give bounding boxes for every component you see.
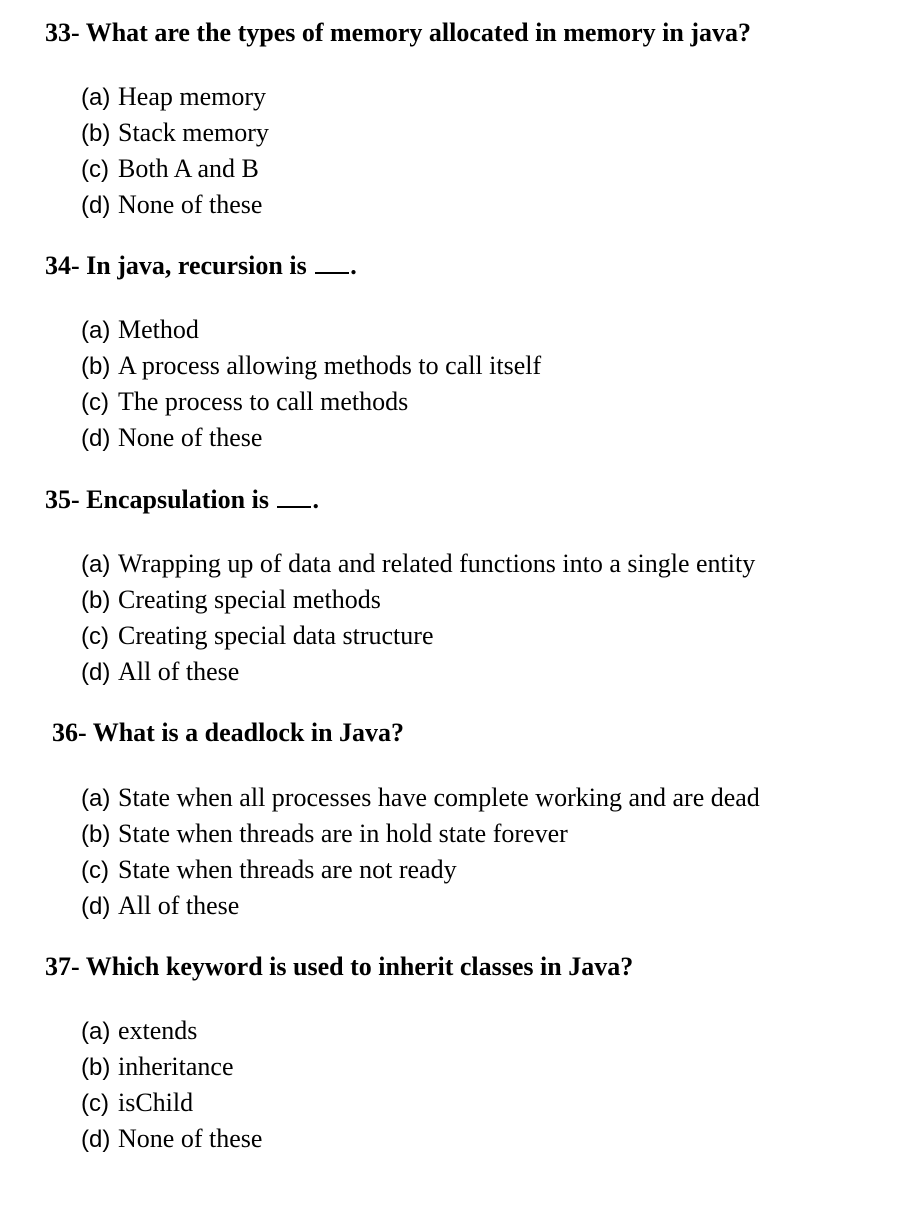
question-title: 37- Which keyword is used to inherit classes in Java?: [45, 952, 634, 981]
option-d: (d) All of these: [81, 657, 240, 686]
option-b: (b) Stack memory: [81, 118, 269, 147]
options-list: [81, 1015, 262, 1159]
option-a: (a) State when all processes have complete working and are dead: [81, 783, 760, 812]
option-d: (d) None of these: [81, 1124, 263, 1153]
question-title: 35- Encapsulation is .: [45, 485, 319, 514]
option-d: (d) None of these: [81, 190, 263, 219]
option-d: (d) All of these: [81, 891, 240, 920]
option-c: (c) isChild: [81, 1088, 194, 1117]
option-a: (a) Method: [81, 315, 199, 344]
option-c: (c) Creating special data structure: [81, 621, 434, 650]
option-c: (c) Both A and B: [81, 154, 259, 183]
question-title: 33- What are the types of memory allocated in memory in java?: [45, 18, 751, 47]
question-title: 34- In java, recursion is .: [45, 251, 357, 280]
option-a: (a) extends: [81, 1016, 198, 1045]
question-title: 36- What is a deadlock in Java?: [52, 718, 405, 747]
answer-blank: [277, 486, 311, 508]
answer-blank: [315, 252, 349, 274]
option-d: (d) None of these: [81, 423, 263, 452]
option-c: (c) The process to call methods: [81, 387, 409, 416]
options-list: [81, 548, 755, 692]
option-b: (b) inheritance: [81, 1052, 234, 1081]
options-list: [81, 81, 269, 225]
options-list: [81, 782, 760, 926]
option-b: (b) A process allowing methods to call itself: [81, 351, 542, 380]
option-c: (c) State when threads are not ready: [81, 855, 457, 884]
options-list: [81, 314, 541, 458]
option-b: (b) Creating special methods: [81, 585, 381, 614]
option-a: (a) Heap memory: [81, 82, 267, 111]
option-b: (b) State when threads are in hold state forever: [81, 819, 568, 848]
option-a: (a) Wrapping up of data and related functions into a single entity: [81, 549, 756, 578]
